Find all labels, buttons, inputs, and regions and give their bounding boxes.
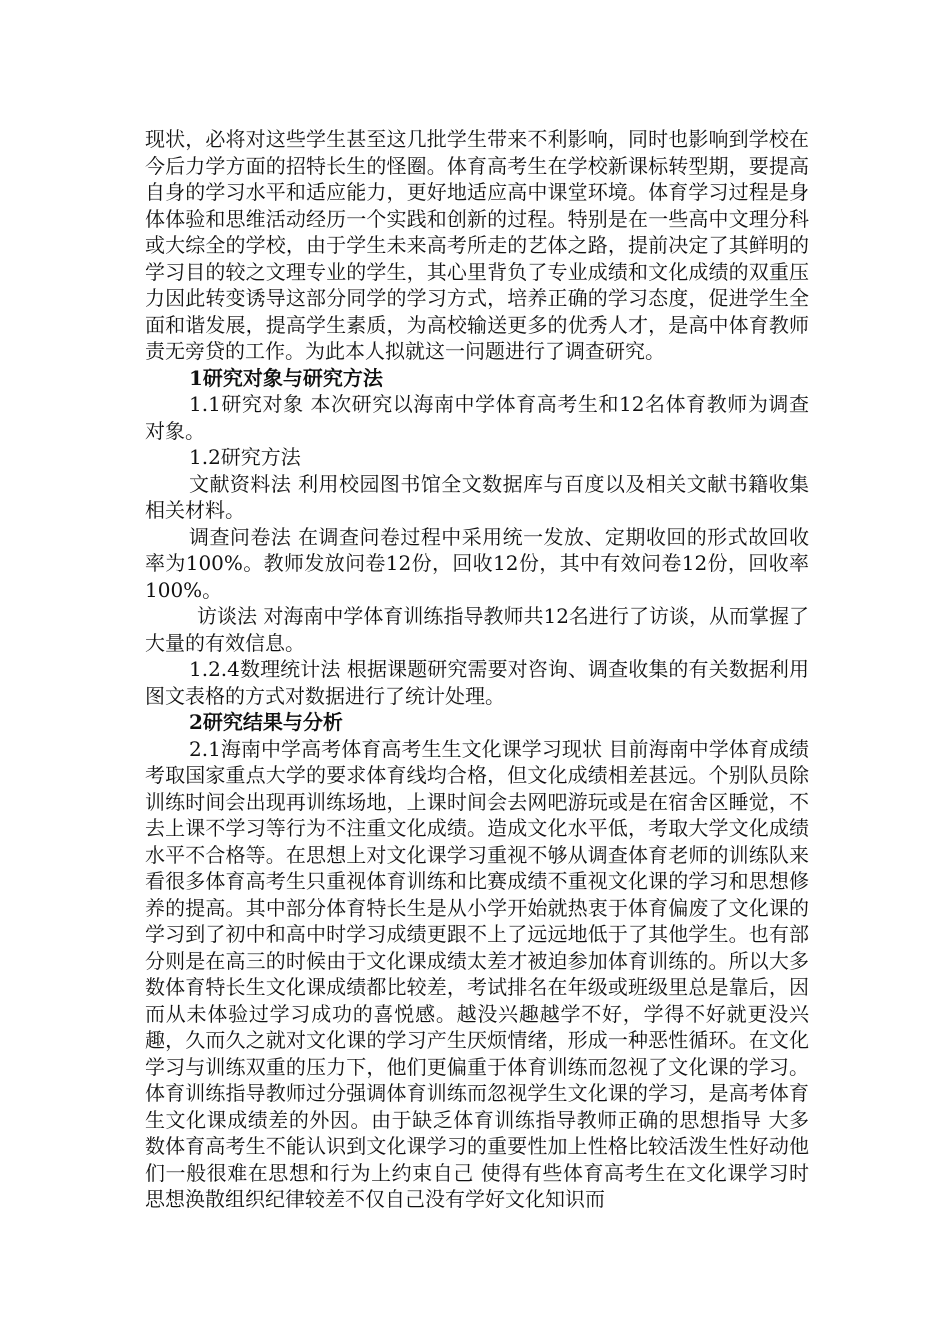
method-questionnaire-paragraph: 调查问卷法 在调查问卷过程中采用统一发放、定期收回的形式故回收率为100%。教师发放问卷12份，回收12份，其中有效问卷12份，回收率100%。	[145, 524, 809, 602]
section-1-2-heading: 1.2研究方法	[189, 445, 301, 469]
section-2-1-paragraph: 2.1海南中学高考体育高考生生文化课学习现状 目前海南中学体育成绩考取国家重点大学的要求体育线均合格，但文化成绩相差甚远。个别队员除训练时间会出现再训练场地，上课时间会去网吧游玩或是在宿舍区睡觉，不去上课不学习等行为不注重文化成绩。造成文化水平低，考取大学文化成绩水平不合格等。在思想上对文化课学习重视不够从调查体育老师的训练队来看很多体育高考生只重视体育训练和比赛成绩不重视文化课的学习和思想修养的提高。其中部分体育特长生是从小学开始就热衷于体育偏废了文化课的学习到了初中和高中时学习成绩更跟不上了远远地低于了其他学生。也有部分则是在高三的时候由于文化课成绩太差才被迫参加体育训练的。所以大多数体育特长生文化课成绩都比较差，考试排名在年级或班级里总是靠后，因而从未体验过学习成功的喜悦感。越没兴趣越学不好，学得不好就更没兴趣，久而久之就对文化课的学习产生厌烦情绪，形成一种恶性循环。在文化学习与训练双重的压力下，他们更偏重于体育训练而忽视了文化课的学习。体育训练指导教师过分强调体育训练而忽视学生文化课的学习，是高考体育生文化课成绩差的外因。由于缺乏体育训练指导教师正确的思想指导 大多数体育高考生不能认识到文化课学习的重要性加上性格比较活泼生性好动他们一般很难在思想和行为上约束自己 使得有些体育高考生在文化课学习时思想涣散组织纪律较差不仅自己没有学好文化知识而	[145, 736, 809, 1211]
section-2-heading: 2研究结果与分析	[189, 710, 343, 734]
method-literature-paragraph: 文献资料法 利用校园图书馆全文数据库与百度以及相关文献书籍收集相关材料。	[145, 471, 809, 522]
section-1-heading: 1研究对象与研究方法	[189, 365, 383, 390]
section-1-1-paragraph: 1.1研究对象 本次研究以海南中学体育高考生和12名体育教师为调查对象。	[145, 392, 809, 443]
method-statistics-paragraph: 1.2.4数理统计法 根据课题研究需要对咨询、调查收集的有关数据利用图文表格的方式对数据进行了统计处理。	[145, 657, 809, 708]
intro-continuation-paragraph: 现状，必将对这些学生甚至这几批学生带来不利影响，同时也影响到学校在今后力学方面的招特长生的怪圈。体育高考生在学校新课标转型期，要提高自身的学习水平和适应能力，更好地适应高中课堂环境。体育学习过程是身体体验和思维活动经历一个实践和创新的过程。特别是在一些高中文理分科或大综全的学校，由于学生未来高考所走的艺体之路，提前决定了其鲜明的学习目的较之文理专业的学生，其心里背负了专业成绩和文化成绩的双重压力因此转变诱导这部分同学的学习方式，培养正确的学习态度，促进学生全面和谐发展，提高学生素质，为高校输送更多的优秀人才，是高中体育教师责无旁贷的工作。为此本人拟就这一问题进行了调查研究。	[145, 127, 809, 363]
method-interview-paragraph: 访谈法 对海南中学体育训练指导教师共12名进行了访谈，从而掌握了大量的有效信息。	[145, 604, 809, 655]
document-page	[145, 126, 809, 1213]
